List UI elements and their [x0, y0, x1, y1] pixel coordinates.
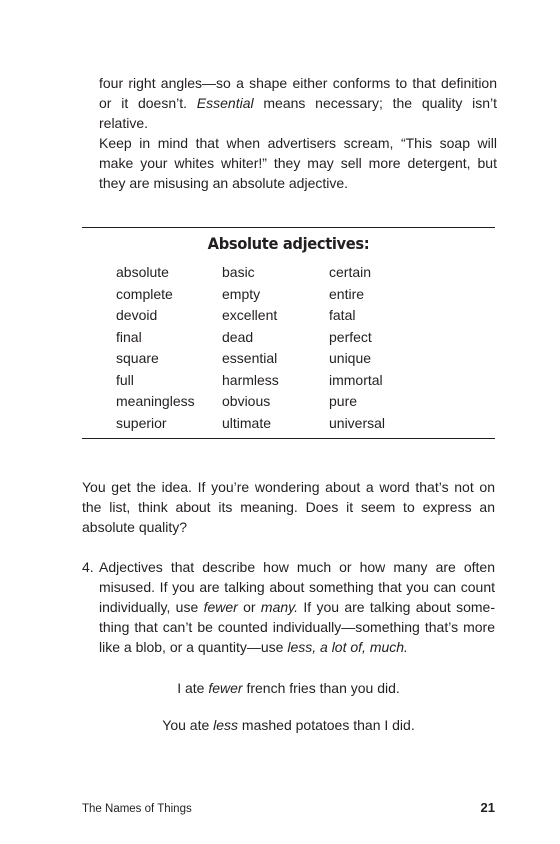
- running-footer-title: The Names of Things: [82, 803, 192, 815]
- adjective: absolute: [116, 264, 169, 280]
- adjective: certain: [329, 264, 372, 280]
- box-bottom-rule: [82, 438, 495, 439]
- adjective-row: [116, 348, 446, 370]
- adjective: pure: [329, 393, 358, 409]
- adjective-row: [116, 305, 446, 327]
- example-text: mashed potatoes than I did.: [238, 717, 415, 733]
- adjective: dead: [222, 328, 254, 345]
- example-sentence-fewer: [82, 678, 495, 698]
- example-text: You ate: [162, 717, 214, 733]
- adjective: square: [116, 350, 159, 366]
- adjective-row: [116, 327, 446, 349]
- page-number: 21: [480, 800, 495, 815]
- item-text: Adjectives that describe how much or how many are often misused. If you are talking about something that you can count individually, use: [99, 559, 495, 615]
- adjective: excellent: [222, 307, 278, 323]
- item-number: 4.: [82, 559, 94, 575]
- emphasis-less: less: [213, 717, 239, 733]
- emphasis-many: many.: [260, 599, 299, 615]
- box-title: Absolute adjectives:: [207, 234, 370, 253]
- adjective: unique: [329, 350, 372, 366]
- adjective: harmless: [222, 371, 279, 388]
- adjective: obvious: [222, 393, 271, 409]
- item-text: If you are talking about something that can’t be counted individually—something that’s more like a blob, or a quantity—use: [99, 599, 495, 655]
- adjective: final: [116, 328, 142, 345]
- adjective: superior: [116, 414, 167, 431]
- emphasis-essential: Essential: [196, 95, 254, 111]
- paragraph-text: four right angles—so a shape either conforms to that definition or it doesn’t.: [99, 75, 497, 111]
- adjective: ultimate: [222, 414, 272, 431]
- paragraph-advertisers: Keep in mind that when advertisers scream, “This soap will make your whites whiter!” they may sell more detergent, but they are misusing an absolute adjective.: [99, 135, 497, 191]
- adjective-row: [116, 370, 446, 392]
- adjective: entire: [329, 285, 365, 302]
- adjective: perfect: [329, 328, 372, 345]
- paragraph-text: means necessary; the quality isn’t relative.: [99, 95, 497, 131]
- item-text: or: [237, 599, 261, 615]
- adjective: empty: [222, 285, 261, 302]
- emphasis-less: less, a lot of, much.: [287, 639, 408, 655]
- adjective: fatal: [329, 307, 356, 323]
- paragraph-essential: [99, 73, 497, 133]
- example-sentence-less: [82, 715, 495, 735]
- adjective: full: [116, 371, 134, 388]
- numbered-item-4: [82, 557, 495, 657]
- emphasis-fewer: fewer: [208, 680, 243, 696]
- absolute-adjectives-list: [116, 262, 446, 434]
- adjective: essential: [222, 350, 278, 366]
- paragraph-you-get-the-idea: You get the idea. If you’re wondering about a word that’s not on the list, think about its meaning. Does it seem to express an absolute quality?: [82, 479, 495, 535]
- adjective: immortal: [329, 371, 383, 388]
- adjective-row: [116, 413, 446, 435]
- adjective: universal: [329, 414, 386, 431]
- box-top-rule: [82, 227, 495, 228]
- emphasis-fewer: fewer: [203, 599, 238, 615]
- adjective: meaningless: [116, 393, 195, 409]
- adjective: devoid: [116, 307, 158, 323]
- adjective-row: [116, 391, 446, 413]
- adjective-row: [116, 262, 446, 284]
- example-text: I ate: [177, 680, 209, 696]
- example-text: french fries than you did.: [242, 680, 400, 696]
- item-body: [99, 557, 495, 657]
- adjective: basic: [222, 264, 255, 280]
- adjective-row: [116, 284, 446, 306]
- adjective: complete: [116, 285, 173, 302]
